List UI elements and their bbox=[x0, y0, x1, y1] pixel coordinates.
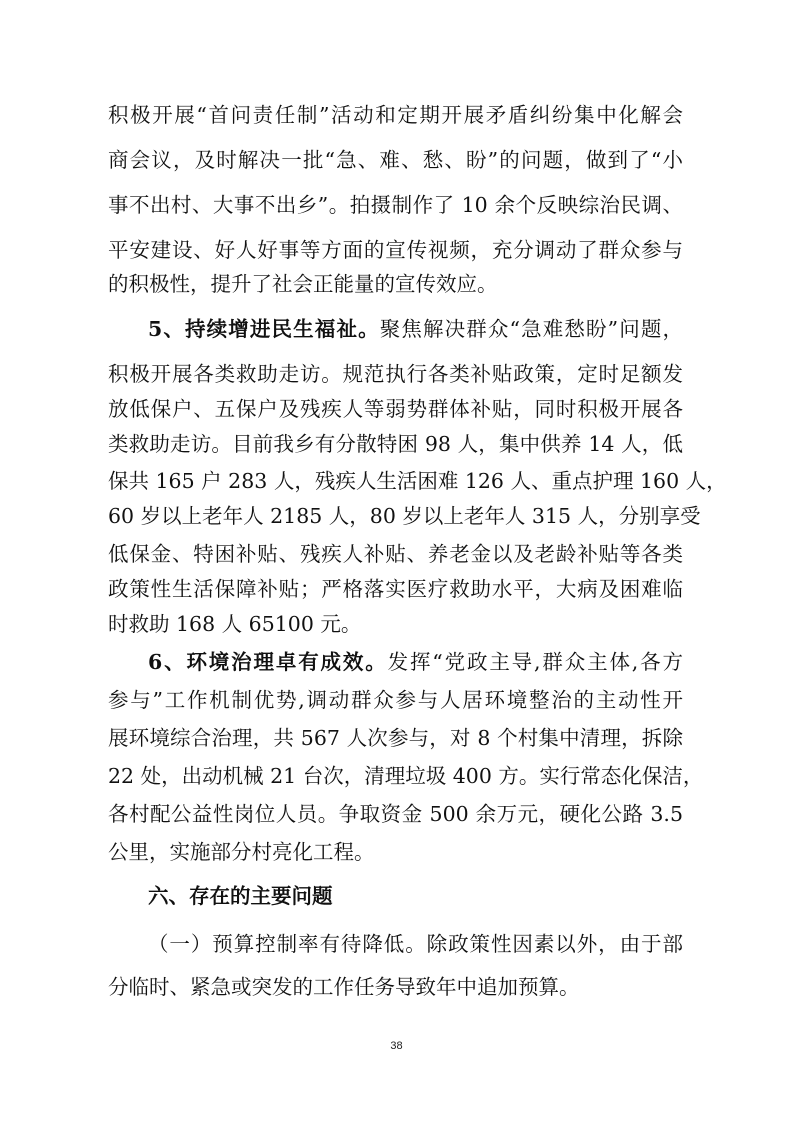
paragraph-line: 各村配公益性岗位人员。争取资金 500 余万元，硬化公路 3.5 bbox=[108, 802, 683, 826]
paragraph-line: 类救助走访。目前我乡有分散特困 98 人，集中供养 14 人，低 bbox=[108, 432, 683, 456]
paragraph-line: 的积极性，提升了社会正能量的宣传效应。 bbox=[108, 272, 498, 296]
paragraph-line: 商会议，及时解决一批“急、难、愁、盼”的问题，做到了“小 bbox=[108, 148, 683, 172]
paragraph-line: 事不出村、大事不出乡”。拍摄制作了 10 余个反映综治民调、 bbox=[108, 193, 683, 217]
paragraph-line: 参与”工作机制优势,调动群众参与人居环境整治的主动性开 bbox=[108, 688, 683, 712]
paragraph-line: 积极开展各类救助走访。规范执行各类补贴政策，定时足额发 bbox=[108, 362, 683, 386]
section-6-first-line bbox=[148, 648, 683, 676]
paragraph-line: 60 岁以上老年人 2185 人，80 岁以上老年人 315 人，分别享受 bbox=[108, 504, 701, 528]
paragraph-line: 分临时、紧急或突发的工作任务导致年中追加预算。 bbox=[108, 975, 580, 999]
paragraph-line: 积极开展“首问责任制”活动和定期开展矛盾纠纷集中化解会 bbox=[108, 103, 683, 127]
page-number: 38 bbox=[390, 1040, 403, 1052]
section-6-first-line-text: 发挥“党政主导,群众主体,各方 bbox=[387, 650, 684, 674]
paragraph-line: 展环境综合治理，共 567 人次参与，对 8 个村集中清理，拆除 bbox=[108, 726, 683, 750]
problem-item-1-first-line: （一）预算控制率有待降低。除政策性因素以外，由于部 bbox=[148, 932, 683, 956]
paragraph-line: 时救助 168 人 65100 元。 bbox=[108, 612, 362, 636]
paragraph-line: 政策性生活保障补贴；严格落实医疗救助水平，大病及困难临 bbox=[108, 577, 683, 601]
section-5-first-line-text: 聚焦解决群众“急难愁盼”问题， bbox=[379, 317, 683, 341]
section-6-title: 6、环境治理卓有成效。 bbox=[148, 650, 388, 674]
paragraph-line: 低保金、特困补贴、残疾人补贴、养老金以及老龄补贴等各类 bbox=[108, 542, 683, 566]
section-5-first-line bbox=[148, 315, 683, 343]
section-heading-problems: 六、存在的主要问题 bbox=[148, 884, 333, 908]
paragraph-line: 公里，实施部分村亮化工程。 bbox=[108, 840, 375, 864]
paragraph-line: 保共 165 户 283 人，残疾人生活困难 126 人、重点护理 160 人， bbox=[108, 469, 727, 493]
paragraph-line: 22 处，出动机械 21 台次，清理垃圾 400 方。实行常态化保洁， bbox=[108, 764, 704, 788]
paragraph-line: 平安建设、好人好事等方面的宣传视频，充分调动了群众参与 bbox=[108, 238, 683, 262]
paragraph-line: 放低保户、五保户及残疾人等弱势群体补贴，同时积极开展各 bbox=[108, 397, 683, 421]
section-5-title: 5、持续增进民生福祉。 bbox=[148, 317, 380, 341]
